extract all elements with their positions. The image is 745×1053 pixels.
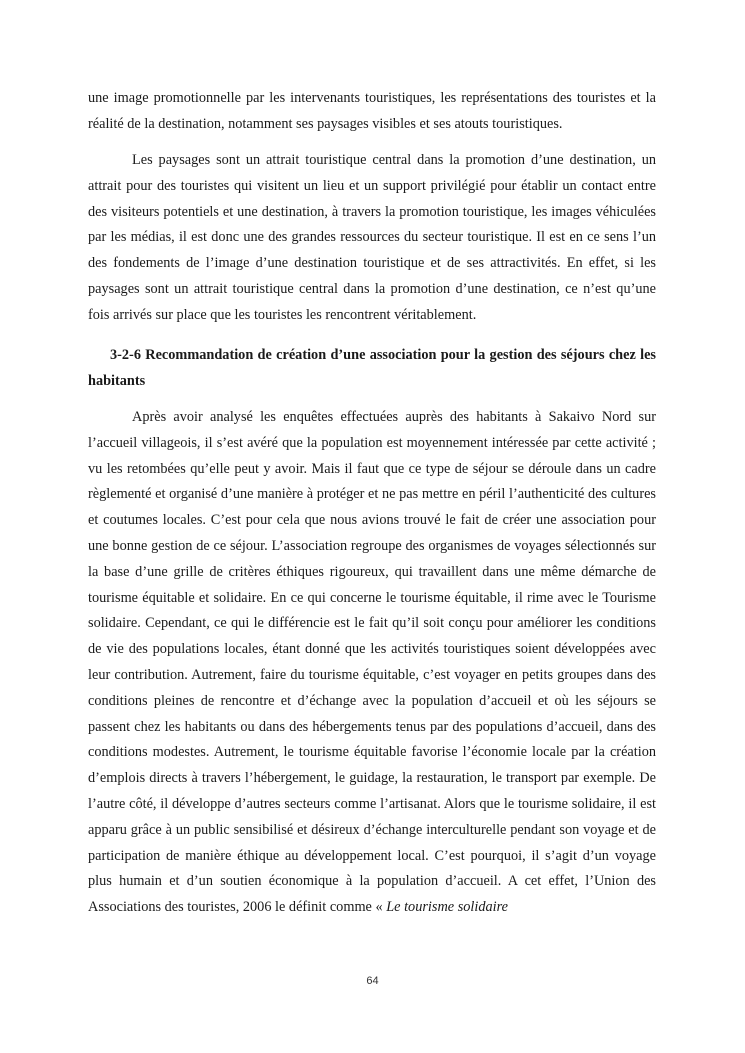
paragraph-continuation: une image promotionnelle par les intervenants touristiques, les représentations des touristes et la réalité de la destination, notamment ses paysages visibles et ses atouts touristiques. [88,90,656,132]
paragraph-landscapes: Les paysages sont un attrait touristique central dans la promotion d’une destination, un attrait pour des touristes qui visitent un lieu et un support privilégié pour établir un contact entre des visiteurs potentiels et une destination, à travers la promotion touristique, les images véhiculées par les médias, il est donc une des grandes ressources du secteur touristique. Il est en ce sens l’un des fondements de l’image d’une destination touristique et de ses attractivités. En effet, si les paysages sont un attrait touristique central dans la promotion d’une destination, ce n’est qu’une fois arrivés sur place que les touristes les rencontrent véritablement. [88,152,656,323]
italic-quote-start: Le tourisme solidaire [386,899,508,916]
page-number: 64 [366,975,379,987]
paragraph-body-text: Après avoir analysé les enquêtes effectuées auprès des habitants à Sakaivo Nord sur l’accueil villageois, il s’est avéré que la population est moyennement intéressée par cette activité ; vu les retombées qu’elle peut y avoir. Mais il faut que ce type de séjour se déroule dans un cadre règlementé et organisé d’une manière à protéger et ne pas mettre en péril l’authenticité des cultures et coutumes locales. C’est pour cela que nous avions trouvé le fait de créer une association pour une bonne gestion de ce séjour. L’association regroupe des organismes de voyages sélectionnés sur la base d’une grille de critères éthiques rigoureux, qui travaillent dans une même démarche de tourisme équitable et solidaire. En ce qui concerne le tourisme équitable, il rime avec le Tourisme solidaire. Cependant, ce qui le différencie est le fait qu’il soit conçu pour améliorer les conditions de vie des populations locales, étant donné que les activités touristiques soient développées avec leur contribution. Autrement, faire du tourisme équitable, c’est voyager en petits groupes dans des conditions pleines de rencontre et d’échange avec la population d’accueil et où les séjours se passent chez les habitants ou dans des hébergements tenus par des populations d’accueil, dans des conditions modestes. Autrement, le tourisme équitable favorise l’économie locale par la création d’emplois directs à travers l’hébergement, le guidage, la restauration, le transport par exemple. De l’autre côté, il développe d’autres secteurs comme l’artisanat. Alors que le tourisme solidaire, il est apparu grâce à un public sensibilisé et désireux d’échange interculturelle pendant son voyage et de participation de manière éthique au développement local. C’est pourquoi, il s’agit d’un voyage plus humain et d’un soutien économique à la population d’accueil. A cet effet, l’Union des Associations des touristes, 2006 le définit comme « [88,409,656,916]
paragraph-association-recommendation [88,405,656,921]
section-heading: 3-2-6 Recommandation de création d’une association pour la gestion des séjours chez les habitants [88,347,656,389]
